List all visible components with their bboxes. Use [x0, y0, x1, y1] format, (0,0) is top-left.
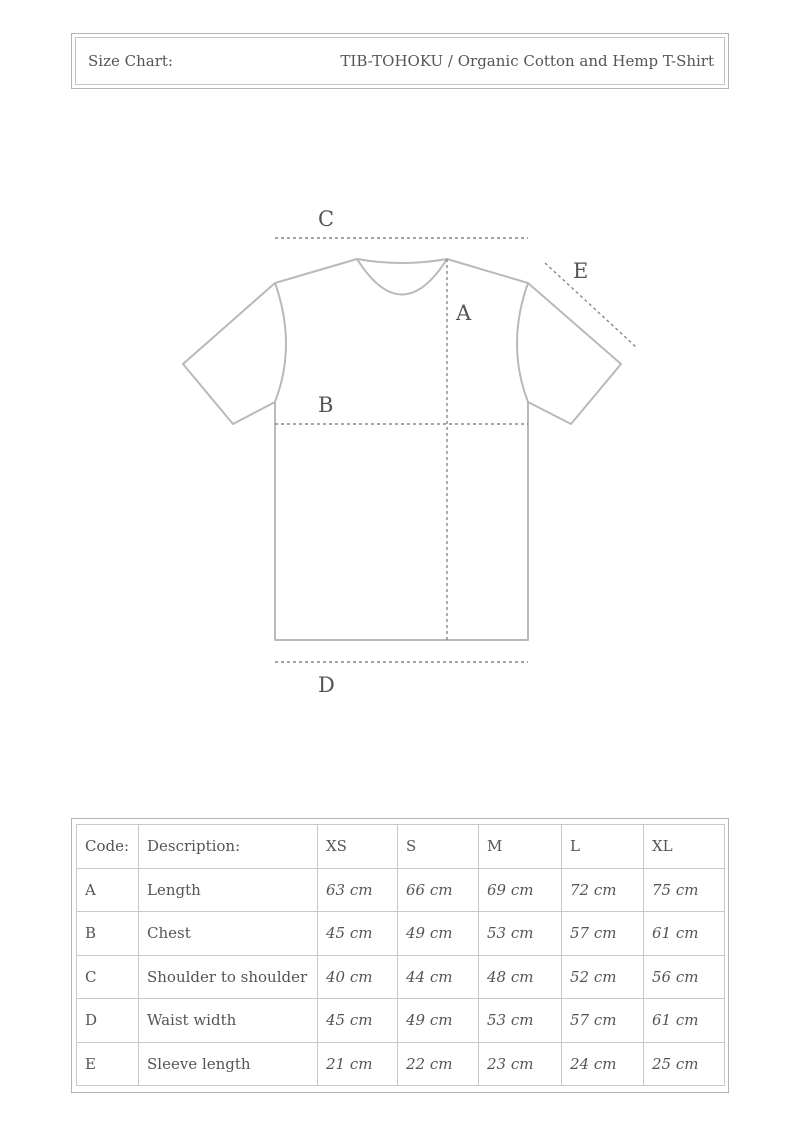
label-e: E	[573, 259, 589, 283]
table-row	[77, 912, 725, 956]
value-xl: 61 cm	[644, 912, 725, 956]
label-b: B	[318, 393, 334, 417]
right-armhole-seam	[517, 283, 528, 402]
row-code: A	[77, 868, 139, 912]
value-m: 69 cm	[479, 868, 562, 912]
label-a: A	[456, 301, 472, 325]
label-d: D	[318, 673, 335, 697]
label-c: C	[318, 207, 335, 231]
value-xs: 45 cm	[318, 999, 398, 1043]
header-l: L	[562, 825, 644, 869]
value-l: 57 cm	[562, 999, 644, 1043]
measure-line-e	[545, 263, 636, 347]
header-xs: XS	[318, 825, 398, 869]
table-row	[77, 999, 725, 1043]
row-code: D	[77, 999, 139, 1043]
tshirt-outline	[183, 259, 621, 640]
value-xl: 25 cm	[644, 1042, 725, 1086]
value-m: 48 cm	[479, 955, 562, 999]
tshirt-collar	[357, 259, 447, 295]
row-code: C	[77, 955, 139, 999]
value-xl: 75 cm	[644, 868, 725, 912]
tshirt-body-outline	[183, 259, 621, 640]
product-title: TIB-TOHOKU / Organic Cotton and Hemp T-Shirt	[340, 52, 714, 70]
value-xs: 40 cm	[318, 955, 398, 999]
row-description: Shoulder to shoulder	[139, 955, 318, 999]
value-m: 53 cm	[479, 999, 562, 1043]
header-xl: XL	[644, 825, 725, 869]
header-m: M	[479, 825, 562, 869]
value-l: 57 cm	[562, 912, 644, 956]
value-xl: 61 cm	[644, 999, 725, 1043]
size-table	[76, 824, 725, 1086]
value-m: 23 cm	[479, 1042, 562, 1086]
table-header-row	[77, 825, 725, 869]
value-s: 22 cm	[398, 1042, 479, 1086]
value-s: 49 cm	[398, 999, 479, 1043]
row-description: Sleeve length	[139, 1042, 318, 1086]
header-description: Description:	[139, 825, 318, 869]
value-xs: 45 cm	[318, 912, 398, 956]
value-s: 44 cm	[398, 955, 479, 999]
value-l: 24 cm	[562, 1042, 644, 1086]
table-row	[77, 955, 725, 999]
value-m: 53 cm	[479, 912, 562, 956]
value-s: 66 cm	[398, 868, 479, 912]
row-description: Length	[139, 868, 318, 912]
value-s: 49 cm	[398, 912, 479, 956]
table-row	[77, 1042, 725, 1086]
row-code: B	[77, 912, 139, 956]
left-armhole-seam	[275, 283, 286, 402]
table-row	[77, 868, 725, 912]
header-code: Code:	[77, 825, 139, 869]
value-xs: 63 cm	[318, 868, 398, 912]
size-table-frame	[71, 818, 729, 1093]
header-s: S	[398, 825, 479, 869]
value-l: 52 cm	[562, 955, 644, 999]
value-l: 72 cm	[562, 868, 644, 912]
row-description: Chest	[139, 912, 318, 956]
size-chart-label: Size Chart:	[88, 52, 173, 70]
row-description: Waist width	[139, 999, 318, 1043]
value-xl: 56 cm	[644, 955, 725, 999]
value-xs: 21 cm	[318, 1042, 398, 1086]
row-code: E	[77, 1042, 139, 1086]
